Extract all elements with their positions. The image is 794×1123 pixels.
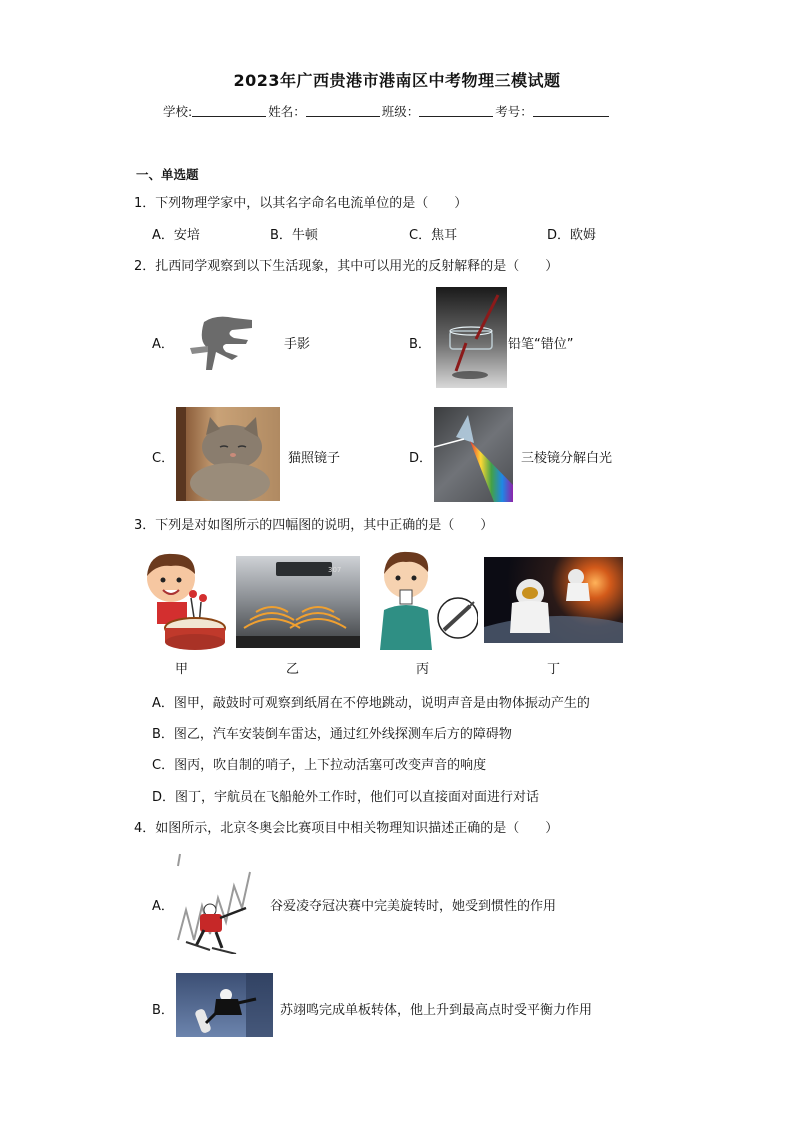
car-badge-text: 307 <box>328 566 342 574</box>
q3-option-a[interactable]: A．图甲，敲鼓时可观察到纸屑在不停地跳动，说明声音是由物体振动产生的 <box>152 696 590 711</box>
name-label: 姓名： <box>268 104 306 119</box>
q1-option-c[interactable]: C．焦耳 <box>409 228 458 243</box>
whistle-boy-illustration <box>374 548 478 650</box>
car-parking-radar-image <box>236 556 360 648</box>
q4-option-a-letter[interactable]: A． <box>152 899 174 914</box>
drum-boy-illustration <box>135 548 231 652</box>
q2-caption-b: 铅笔“错位” <box>508 337 574 352</box>
q3-option-c[interactable]: C．图丙，吹自制的哨子，上下拉动活塞可改变声音的响度 <box>152 758 487 773</box>
prism-dispersion-image <box>434 407 513 502</box>
page-title: 2023年广西贵港市港南区中考物理三模试题 <box>233 71 561 90</box>
figure-label-ding: 丁 <box>547 662 561 677</box>
figure-label-bing: 丙 <box>416 662 430 677</box>
q2-option-c-letter[interactable]: C． <box>152 451 175 466</box>
q2-caption-d: 三棱镜分解白光 <box>521 451 613 466</box>
section-heading: 一、单选题 <box>136 167 199 182</box>
question-1-stem: 1．下列物理学家中，以其名字命名电流单位的是（ ） <box>134 196 468 211</box>
question-3-stem: 3．下列是对如图所示的四幅图的说明，其中正确的是（ ） <box>134 518 494 533</box>
q1-option-b[interactable]: B．牛顿 <box>270 228 318 243</box>
q1-option-d[interactable]: D．欧姆 <box>547 228 597 243</box>
q2-caption-c: 猫照镜子 <box>288 451 341 466</box>
exam-number-blank[interactable] <box>533 102 609 117</box>
class-blank[interactable] <box>419 102 493 117</box>
snowboarder-image <box>176 973 273 1037</box>
cat-mirror-image <box>176 407 280 501</box>
q4-option-b-letter[interactable]: B． <box>152 1003 174 1018</box>
pencil-in-water-image <box>436 287 507 388</box>
hand-shadow-image <box>186 312 258 374</box>
q4-caption-b: 苏翊鸣完成单板转体，他上升到最高点时受平衡力作用 <box>280 1003 593 1018</box>
q3-option-d[interactable]: D．图丁，宇航员在飞船舱外工作时，他们可以直接面对面进行对话 <box>152 790 540 805</box>
q2-caption-a: 手影 <box>284 337 311 352</box>
astronauts-space-image <box>484 557 623 643</box>
school-blank[interactable] <box>192 102 266 117</box>
q4-caption-a: 谷爱凌夺冠决赛中完美旋转时，她受到惯性的作用 <box>270 899 557 914</box>
freestyle-skier-image <box>176 850 256 954</box>
student-info-line <box>163 102 611 120</box>
class-label: 班级： <box>381 104 420 119</box>
school-label: 学校: <box>163 104 193 119</box>
question-2-stem: 2．扎西同学观察到以下生活现象，其中可以用光的反射解释的是（ ） <box>134 259 559 274</box>
q2-option-b-letter[interactable]: B． <box>409 337 431 352</box>
question-4-stem: 4．如图所示，北京冬奥会比赛项目中相关物理知识描述正确的是（ ） <box>134 821 559 836</box>
q1-option-a[interactable]: A．安培 <box>152 228 200 243</box>
q2-option-d-letter[interactable]: D． <box>409 451 433 466</box>
name-blank[interactable] <box>306 102 380 117</box>
q3-option-b[interactable]: B．图乙，汽车安装倒车雷达，通过红外线探测车后方的障碍物 <box>152 727 512 742</box>
exam-number-label: 考号： <box>495 104 533 119</box>
figure-label-jia: 甲 <box>175 662 189 677</box>
figure-label-yi: 乙 <box>286 662 300 677</box>
q2-option-a-letter[interactable]: A． <box>152 337 174 352</box>
